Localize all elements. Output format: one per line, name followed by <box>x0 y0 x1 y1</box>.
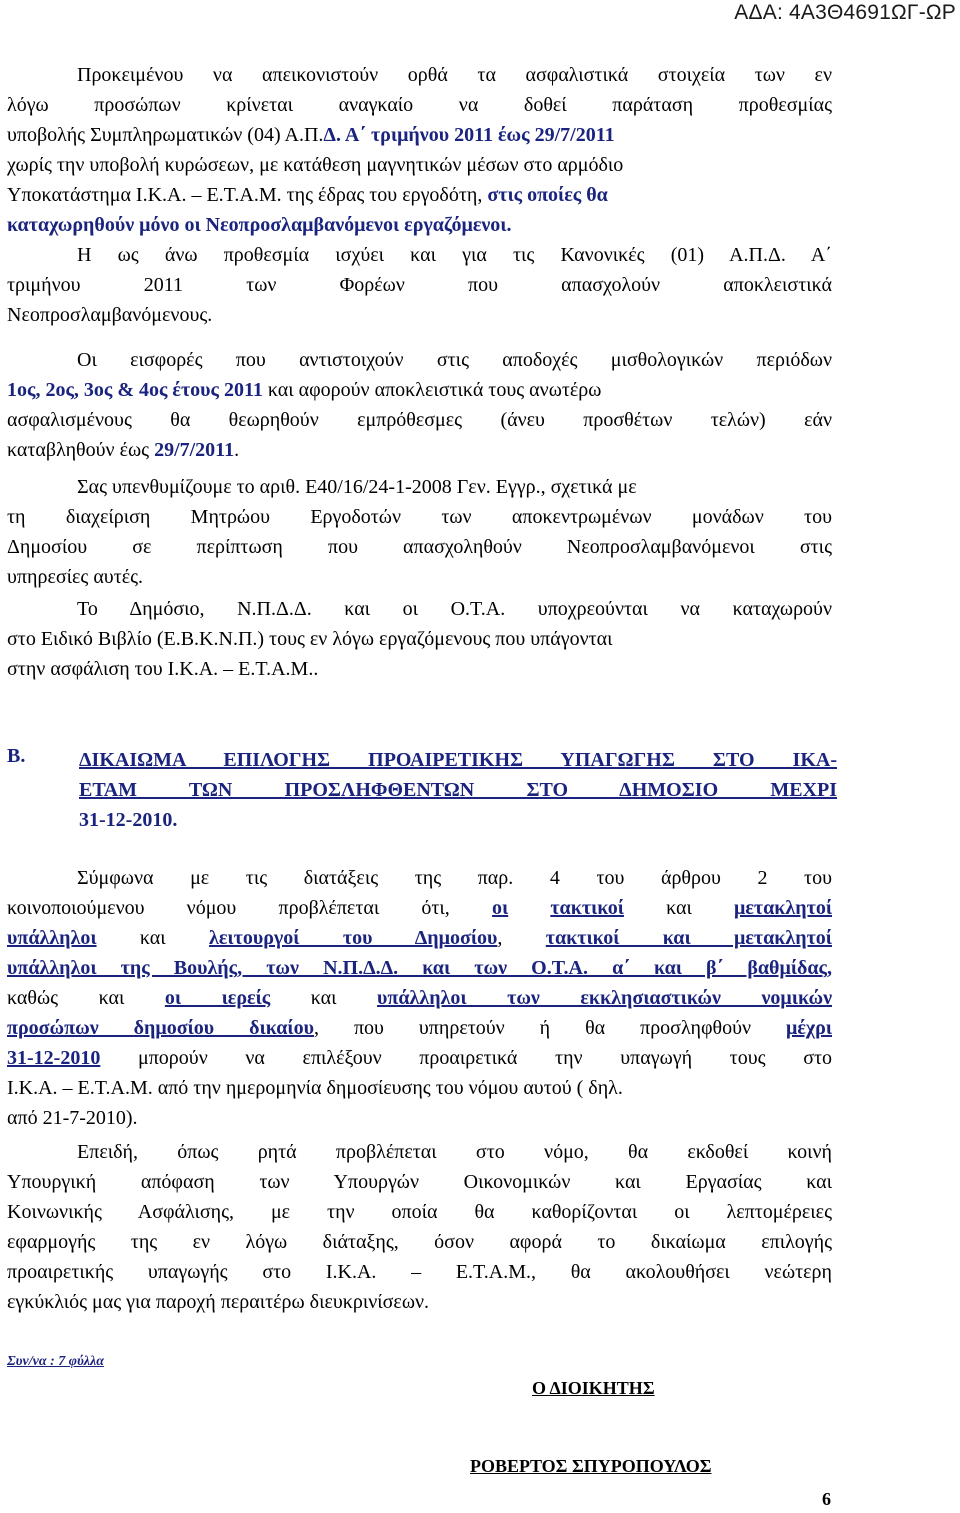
text-fragment-bold: καταχωρηθούν μόνο οι Νεοπροσλαμβανόμενοι εργαζόμενοι. <box>7 214 512 236</box>
paragraph-reminder <box>7 472 832 592</box>
text-line <box>7 1257 832 1287</box>
text-line <box>7 532 832 562</box>
text-line <box>7 953 832 983</box>
text-fragment-bold: μέχρι <box>785 1017 833 1039</box>
text-fragment: Υποκατάστημα Ι.Κ.Α. – Ε.Τ.Α.Μ. της έδρας του εργοδότη, <box>7 184 483 206</box>
text-fragment-bold: τακτικοί και μετακλητοί <box>545 927 833 949</box>
text-fragment: στην ασφάλιση του Ι.Κ.Α. – Ε.Τ.Α.Μ.. <box>7 658 319 680</box>
text-fragment-bold: τακτικοί <box>550 897 624 919</box>
text-fragment: τη διαχείριση Μητρώου Εργοδοτών των αποκεντρωμένων μονάδων του <box>7 506 832 528</box>
text-line <box>7 90 832 120</box>
text-fragment-bold: λειτουργοί του Δημοσίου <box>209 927 498 949</box>
text-fragment: και αφορούν αποκλειστικά τους ανωτέρω <box>267 379 602 401</box>
text-fragment: καθώς και <box>7 987 125 1009</box>
section-title <box>79 745 837 835</box>
text-line <box>7 654 832 684</box>
text-line <box>7 1167 832 1197</box>
text-line <box>7 375 832 405</box>
text-fragment: , που υπηρετούν ή θα προσληφθούν <box>313 1017 752 1039</box>
text-fragment-bold: ΕΤΑΜ ΤΩΝ ΠΡΟΣΛΗΦΘΕΝΤΩΝ ΣΤΟ ΔΗΜΟΣΙΟ ΜΕΧΡΙ <box>79 779 837 801</box>
text-fragment: Υπουργική απόφαση των Υπουργών Οικονομικών και Εργασίας και <box>7 1171 832 1193</box>
text-line <box>7 240 832 270</box>
text-fragment: κοινοποιούμενου νόμου προβλέπεται ότι, <box>7 897 450 919</box>
text-fragment: Ι.Κ.Α. – Ε.Τ.Α.Μ. από την ημερομηνία δημοσίευσης του νόμου αυτού ( δηλ. <box>7 1077 623 1099</box>
text-line <box>7 120 832 150</box>
enclosure-note: Συν/να : 7 φύλλα <box>7 1354 104 1369</box>
text-fragment: και <box>666 897 692 919</box>
text-line <box>7 893 832 923</box>
text-line <box>7 405 832 435</box>
text-line <box>7 1013 832 1043</box>
text-line <box>7 1137 832 1167</box>
text-fragment: ασφαλισμένους θα θεωρηθούν εμπρόθεσμες (άνευ προσθέτων τελών) εάν <box>7 409 832 431</box>
text-fragment: καταβληθούν έως <box>7 439 150 461</box>
text-line <box>7 180 832 210</box>
text-fragment: Επειδή, όπως ρητά προβλέπεται στο νόμο, θα εκδοθεί κοινή <box>77 1141 832 1163</box>
text-fragment: υποβολής Συμπληρωματικών (04) Α.Π. <box>7 124 324 146</box>
text-fragment: από 21-7-2010). <box>7 1107 138 1129</box>
text-fragment-bold: 31-12-2010 <box>7 1047 101 1069</box>
signatory-name <box>470 1456 711 1477</box>
text-fragment-bold: οι ιερείς <box>164 987 271 1009</box>
text-line <box>7 210 832 240</box>
text-fragment: και <box>139 927 166 949</box>
text-fragment: και <box>310 987 337 1009</box>
text-fragment: λόγω προσώπων κρίνεται αναγκαίο να δοθεί παράταση προθεσμίας <box>7 94 832 116</box>
paragraph-joint-decision <box>7 1137 832 1317</box>
text-fragment: Σύμφωνα με τις διατάξεις της παρ. 4 του άρθρου 2 του <box>77 867 832 889</box>
section-b-heading <box>7 745 837 835</box>
text-fragment-bold: υπάλληλοι της Βουλής, των Ν.Π.Δ.Δ. και των Ο.Τ.Α. α΄ και β΄ βαθμίδας, <box>7 957 832 979</box>
section-title-line <box>79 775 837 805</box>
text-line <box>7 923 832 953</box>
section-title-line <box>79 745 837 775</box>
signature-title <box>532 1378 655 1399</box>
text-line <box>7 594 832 624</box>
section-title-line <box>79 805 837 835</box>
text-fragment: Νεοπροσλαμβανόμενους. <box>7 304 213 326</box>
text-line <box>7 863 832 893</box>
text-fragment-bold: στις οποίες θα <box>487 184 608 206</box>
text-fragment-bold: ΔΙΚΑΙΩΜΑ ΕΠΙΛΟΓΗΣ ΠΡΟΑΙΡΕΤΙΚΗΣ ΥΠΑΓΩΓΗΣ ΣΤΟ ΙΚΑ- <box>79 749 837 771</box>
paragraph-special-book <box>7 594 832 684</box>
text-fragment: Σας υπενθυμίζουμε το αριθ. Ε40/16/24-1-2008 Γεν. Εγγρ. <box>77 476 541 498</box>
text-fragment-bold: μετακλητοί <box>734 897 833 919</box>
text-fragment: εφαρμογής της εν λόγω διάταξης, όσον αφορά το δικαίωμα επιλογής <box>7 1231 832 1253</box>
text-fragment: , <box>497 927 503 949</box>
text-fragment: μπορούν να επιλέξουν προαιρετικά την υπαγωγή τους στο <box>137 1047 833 1069</box>
signature-title-text: Ο ΔΙΟΙΚΗΤΗΣ <box>532 1378 655 1398</box>
text-fragment: , σχετικά με <box>540 476 637 498</box>
text-fragment: Η ως άνω προθεσμία ισχύει και για τις Κανονικές (01) Α.Π.Δ. Α΄ <box>77 244 832 266</box>
text-line <box>7 1103 832 1133</box>
text-fragment: χωρίς την υποβολή κυρώσεων, με κατάθεση μαγνητικών μέσων στο αρμόδιο <box>7 154 624 176</box>
text-line <box>7 472 832 502</box>
text-fragment-bold: 29/7/2011 <box>154 439 235 461</box>
text-line <box>7 345 832 375</box>
text-line <box>7 1287 832 1317</box>
signatory-name-text: ΡΟΒΕΡΤΟΣ ΣΠΥΡΟΠΟΥΛΟΣ <box>470 1456 712 1476</box>
text-fragment: Οι εισφορές που αντιστοιχούν στις αποδοχές μισθολογικών περιόδων <box>77 349 832 371</box>
ada-code: ΑΔΑ: 4Α3Θ4691ΩΓ-ΩΡ <box>734 1 956 24</box>
paragraph-regular-apd <box>7 240 832 330</box>
text-fragment: τριμήνου 2011 των Φορέων που απασχολούν αποκλειστικά <box>7 274 832 296</box>
text-fragment: Το Δημόσιο, Ν.Π.Δ.Δ. και οι Ο.Τ.Α. υποχρεούνται να καταχωρούν <box>77 598 832 620</box>
text-fragment: προαιρετικής υπαγωγής στο Ι.Κ.Α. – Ε.Τ.Α.Μ., θα ακολουθήσει νεώτερη <box>7 1261 832 1283</box>
paragraph-optional-inclusion <box>7 863 832 1133</box>
paragraph-contributions <box>7 345 832 465</box>
text-line <box>7 150 832 180</box>
text-fragment-bold: Δ. Α΄ τριμήνου 2011 έως 29/7/2011 <box>323 124 615 146</box>
text-line <box>7 1227 832 1257</box>
text-fragment-bold: οι <box>491 897 509 919</box>
text-line <box>7 1197 832 1227</box>
text-line <box>7 60 832 90</box>
text-line <box>7 983 832 1013</box>
text-line <box>7 502 832 532</box>
paragraph-extension-deadline <box>7 60 832 240</box>
text-line <box>7 1073 832 1103</box>
text-line <box>7 1043 832 1073</box>
text-fragment: Κοινωνικής Ασφάλισης, με την οποία θα καθορίζονται οι λεπτομέρειες <box>7 1201 832 1223</box>
text-fragment-bold: προσώπων δημοσίου δικαίου <box>7 1017 314 1039</box>
page-number: 6 <box>822 1489 831 1509</box>
text-line <box>7 300 832 330</box>
text-line <box>7 270 832 300</box>
text-fragment-bold: υπάλληλοι των εκκλησιαστικών νομικών <box>377 987 833 1009</box>
text-fragment: . <box>234 439 240 461</box>
text-fragment: στο Ειδικό Βιβλίο (Ε.Β.Κ.Ν.Π.) τους εν λόγω εργαζόμενους που υπάγονται <box>7 628 613 650</box>
text-fragment: Δημοσίου σε περίπτωση που απασχοληθούν Νεοπροσλαμβανόμενοι στις <box>7 536 832 558</box>
text-line <box>7 624 832 654</box>
text-fragment-bold: υπάλληλοι <box>7 927 97 949</box>
text-fragment-bold: 31-12-2010. <box>79 809 178 831</box>
text-line <box>7 562 832 592</box>
text-fragment-bold: 1ος, 2ος, 3ος & 4ος έτους 2011 <box>7 379 263 401</box>
text-fragment: υπηρεσίες αυτές. <box>7 566 144 588</box>
section-letter: Β. <box>7 745 26 767</box>
text-fragment: εγκύκλιός μας για παροχή περαιτέρω διευκρινίσεων. <box>7 1291 430 1313</box>
text-fragment: Προκειμένου να απεικονιστούν ορθά τα ασφαλιστικά στοιχεία των εν <box>77 64 832 86</box>
text-line <box>7 435 832 465</box>
